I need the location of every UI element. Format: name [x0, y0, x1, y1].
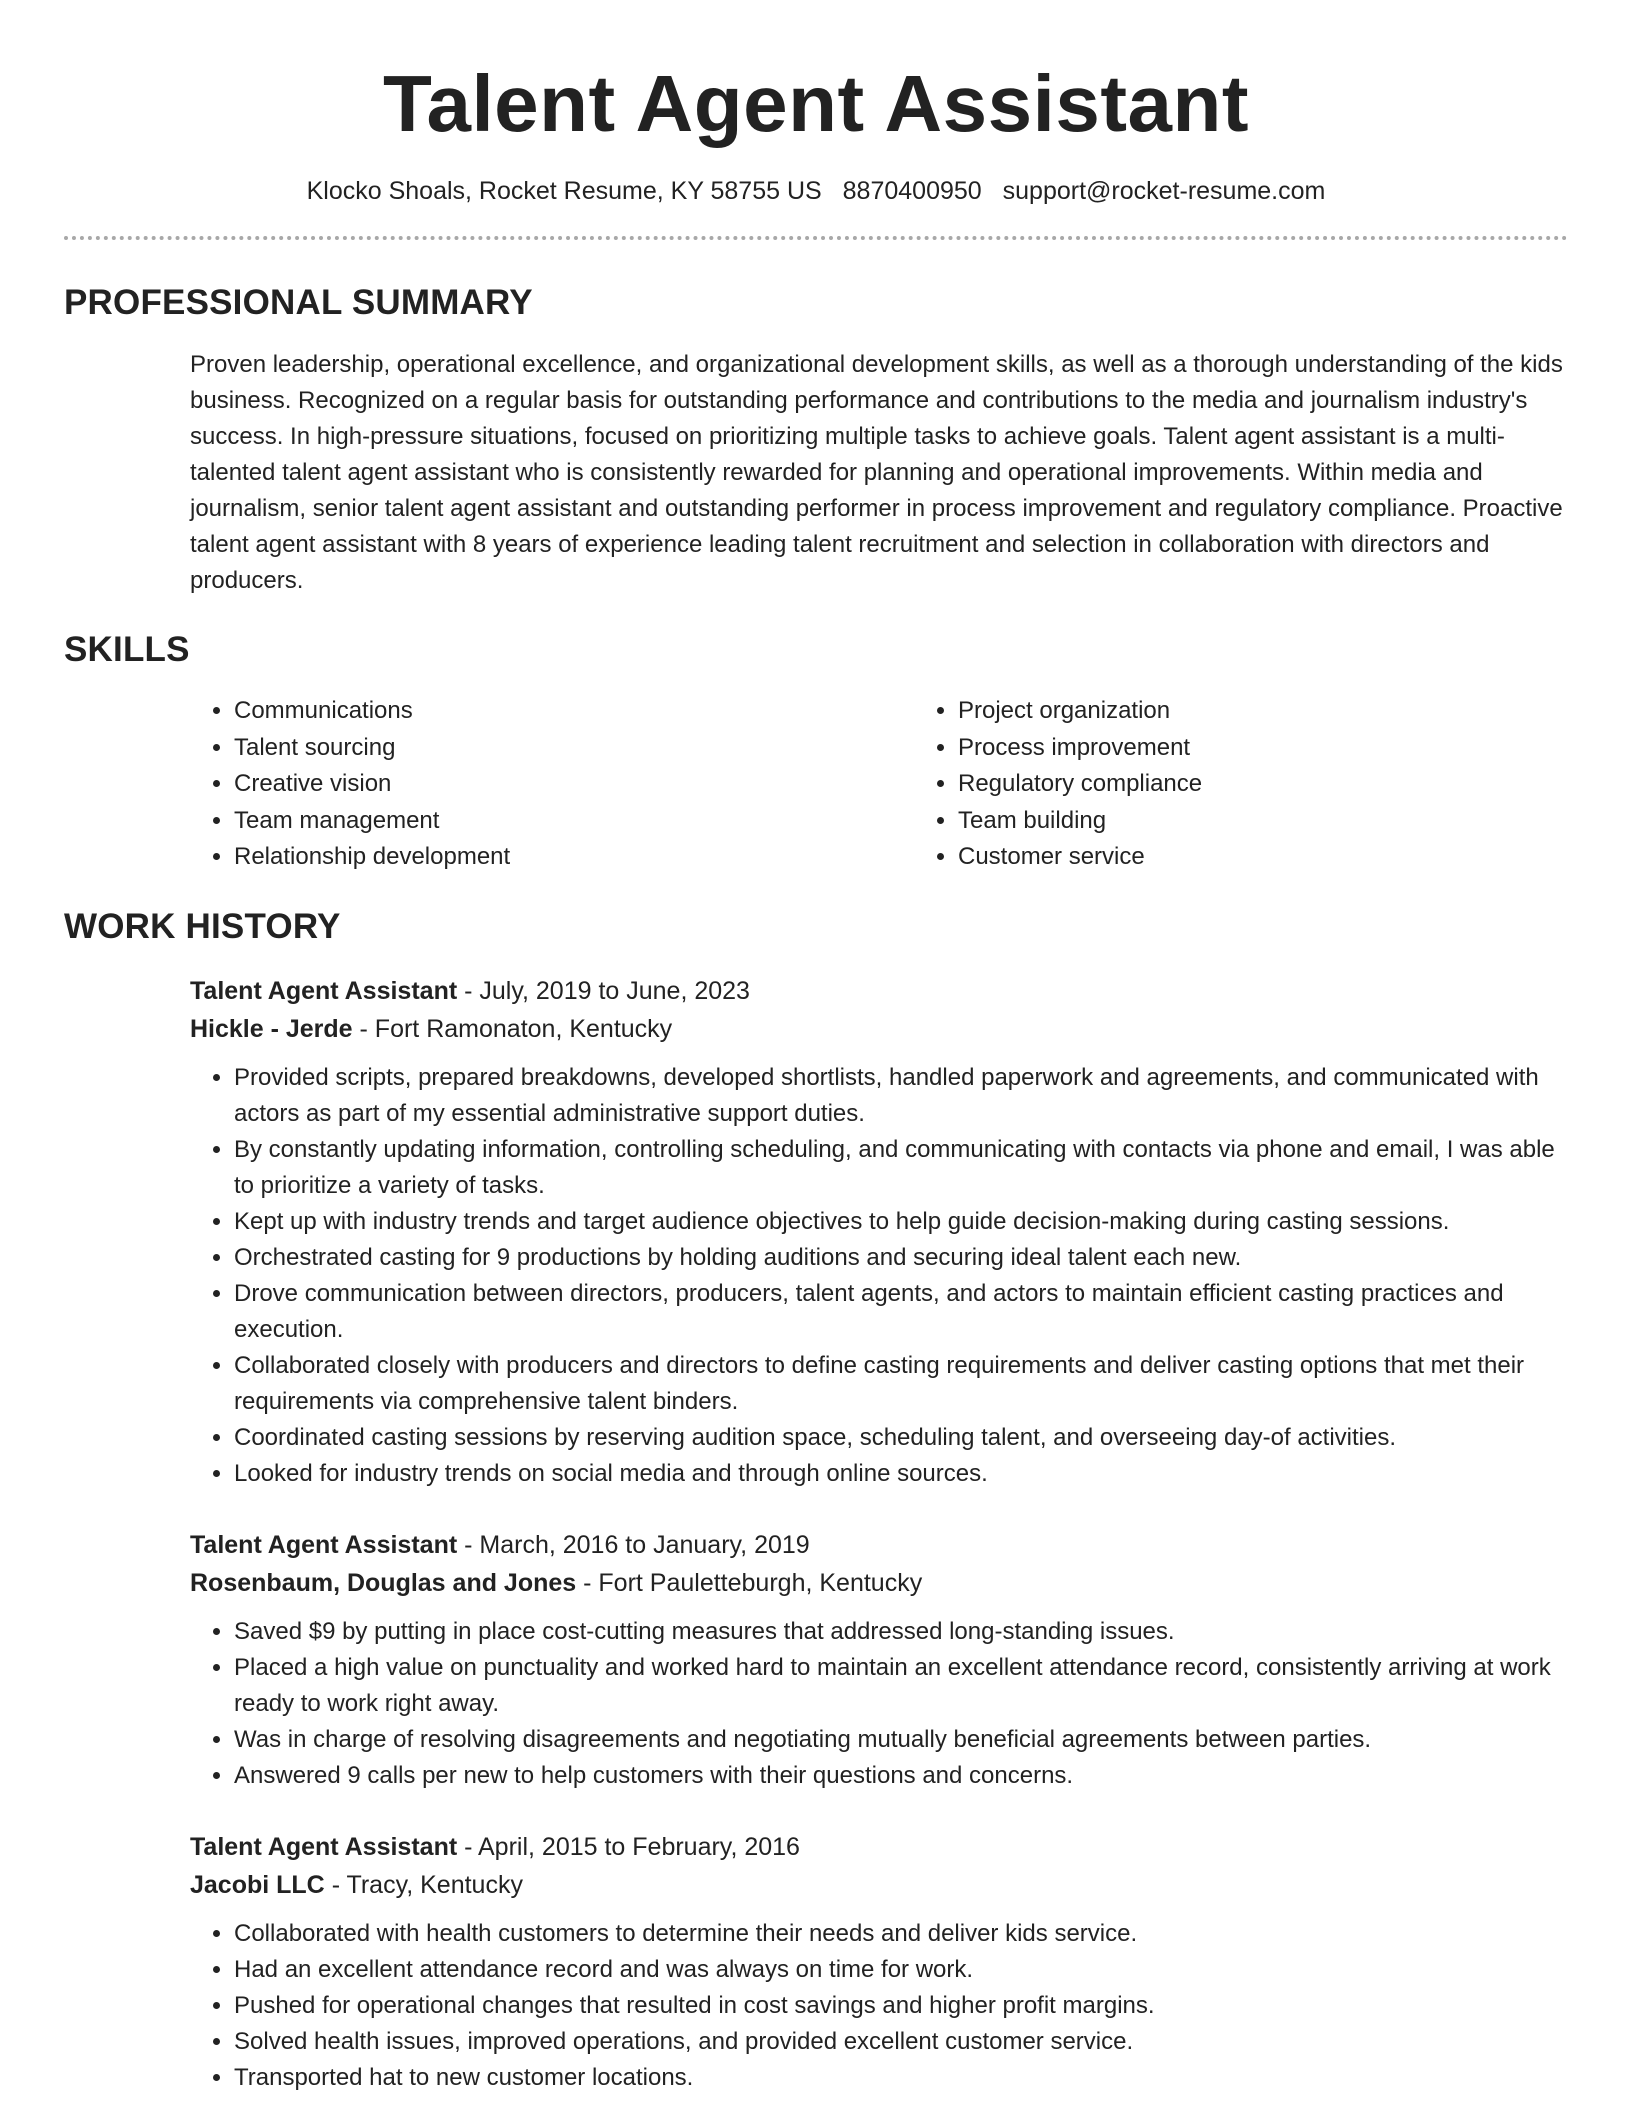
job-company: Jacobi LLC [190, 1870, 325, 1899]
job-bullet: • Kept up with industry trends and target audience objectives to help guide decision-making during casting sessions. [234, 1204, 1568, 1240]
job-bullet: • Was in charge of resolving disagreements and negotiating mutually beneficial agreements between parties. [234, 1722, 1568, 1758]
job-entry [190, 1526, 1568, 1794]
job-bullet: • Had an excellent attendance record and was always on time for work. [234, 1952, 1568, 1988]
job-location: - Fort Ramonaton, Kentucky [352, 1014, 673, 1043]
contact-phone: 8870400950 [842, 177, 982, 205]
skills-column-left [190, 693, 914, 876]
job-dates: - April, 2015 to February, 2016 [457, 1832, 800, 1861]
job-title-line [190, 972, 1568, 1010]
job-bullet: • Pushed for operational changes that resulted in cost savings and higher profit margins. [234, 1988, 1568, 2024]
job-location: - Fort Pauletteburgh, Kentucky [576, 1568, 923, 1597]
skill-item: • Regulatory compliance [958, 766, 1518, 803]
job-bullet: • Saved $9 by putting in place cost-cutting measures that addressed long-standing issues. [234, 1614, 1568, 1650]
job-title: Talent Agent Assistant [190, 1832, 458, 1861]
skill-item: • Relationship development [234, 839, 914, 876]
skills-heading: SKILLS [64, 630, 190, 669]
job-company-line [190, 1564, 1568, 1602]
contact-address: Klocko Shoals, Rocket Resume, KY 58755 US [306, 177, 822, 205]
job-bullet: • Drove communication between directors, producers, talent agents, and actors to maintain efficient casting practices and execution. [234, 1276, 1568, 1348]
skill-item: • Project organization [958, 693, 1518, 730]
job-dates: - March, 2016 to January, 2019 [457, 1530, 810, 1559]
job-bullet: • Transported hat to new customer locations. [234, 2060, 1568, 2096]
header-divider [64, 236, 1568, 240]
contact-line [64, 176, 1568, 206]
job-company-line [190, 1010, 1568, 1048]
job-bullet: • By constantly updating information, controlling scheduling, and communicating with contacts via phone and email, I was able to prioritize a variety of tasks. [234, 1132, 1568, 1204]
skill-item: • Creative vision [234, 766, 914, 803]
job-bullet: • Looked for industry trends on social media and through online sources. [234, 1456, 1568, 1492]
skill-item: • Talent sourcing [234, 730, 914, 767]
skill-item: • Process improvement [958, 730, 1518, 767]
skill-item: • Communications [234, 693, 914, 730]
job-bullet: • Collaborated with health customers to determine their needs and deliver kids service. [234, 1916, 1568, 1952]
job-bullet: • Placed a high value on punctuality and worked hard to maintain an excellent attendance record, consistently arriving at work ready to work right away. [234, 1650, 1568, 1722]
skill-item: • Team building [958, 803, 1518, 840]
skill-item: • Customer service [958, 839, 1518, 876]
job-bullets [190, 1916, 1568, 2096]
skills-column-right [914, 693, 1518, 876]
job-location: - Tracy, Kentucky [324, 1870, 523, 1899]
job-title-line [190, 1526, 1568, 1564]
job-entry [190, 972, 1568, 1492]
job-bullet: • Answered 9 calls per new to help customers with their questions and concerns. [234, 1758, 1568, 1794]
skills-list [190, 693, 1568, 876]
job-company: Rosenbaum, Douglas and Jones [190, 1568, 577, 1597]
job-bullets [190, 1614, 1568, 1794]
job-company-line [190, 1866, 1568, 1904]
summary-heading: PROFESSIONAL SUMMARY [64, 283, 533, 322]
work-history-heading: WORK HISTORY [64, 906, 341, 946]
contact-email: support@rocket-resume.com [1002, 177, 1326, 205]
job-bullet: • Collaborated closely with producers and directors to define casting requirements and deliver casting options that met their requirements via comprehensive talent binders. [234, 1348, 1568, 1420]
job-bullet: • Orchestrated casting for 9 productions by holding auditions and securing ideal talent each new. [234, 1240, 1568, 1276]
job-title: Talent Agent Assistant [190, 1530, 458, 1559]
job-bullet: • Provided scripts, prepared breakdowns, developed shortlists, handled paperwork and agreements, and communicated with actors as part of my essential administrative support duties. [234, 1060, 1568, 1132]
job-title: Talent Agent Assistant [190, 976, 458, 1005]
job-title-line [190, 1828, 1568, 1866]
job-bullet: • Coordinated casting sessions by reserving audition space, scheduling talent, and overseeing day-of activities. [234, 1420, 1568, 1456]
job-bullet: • Solved health issues, improved operations, and provided excellent customer service. [234, 2024, 1568, 2060]
job-company: Hickle - Jerde [190, 1014, 353, 1043]
job-dates: - July, 2019 to June, 2023 [457, 976, 750, 1005]
resume-title: Talent Agent Assistant [383, 59, 1249, 148]
job-bullets [190, 1060, 1568, 1492]
skill-item: • Team management [234, 803, 914, 840]
summary-text: Proven leadership, operational excellence, and organizational development skills, as well as a thorough understanding of the kids business. Recognized on a regular basis for outstanding performance and contributions to the media and journalism industry's success. In high-pressure situations, focused on prioritizing multiple tasks to achieve goals. Talent agent assistant is a multi-talented talent agent assistant who is consistently rewarded for planning and operational improvements. Within media and journalism, senior talent agent assistant and outstanding performer in process improvement and regulatory compliance. Proactive talent agent assistant with 8 years of experience leading talent recruitment and selection in collaboration with directors and producers. [190, 351, 1563, 594]
job-entry [190, 1828, 1568, 2096]
